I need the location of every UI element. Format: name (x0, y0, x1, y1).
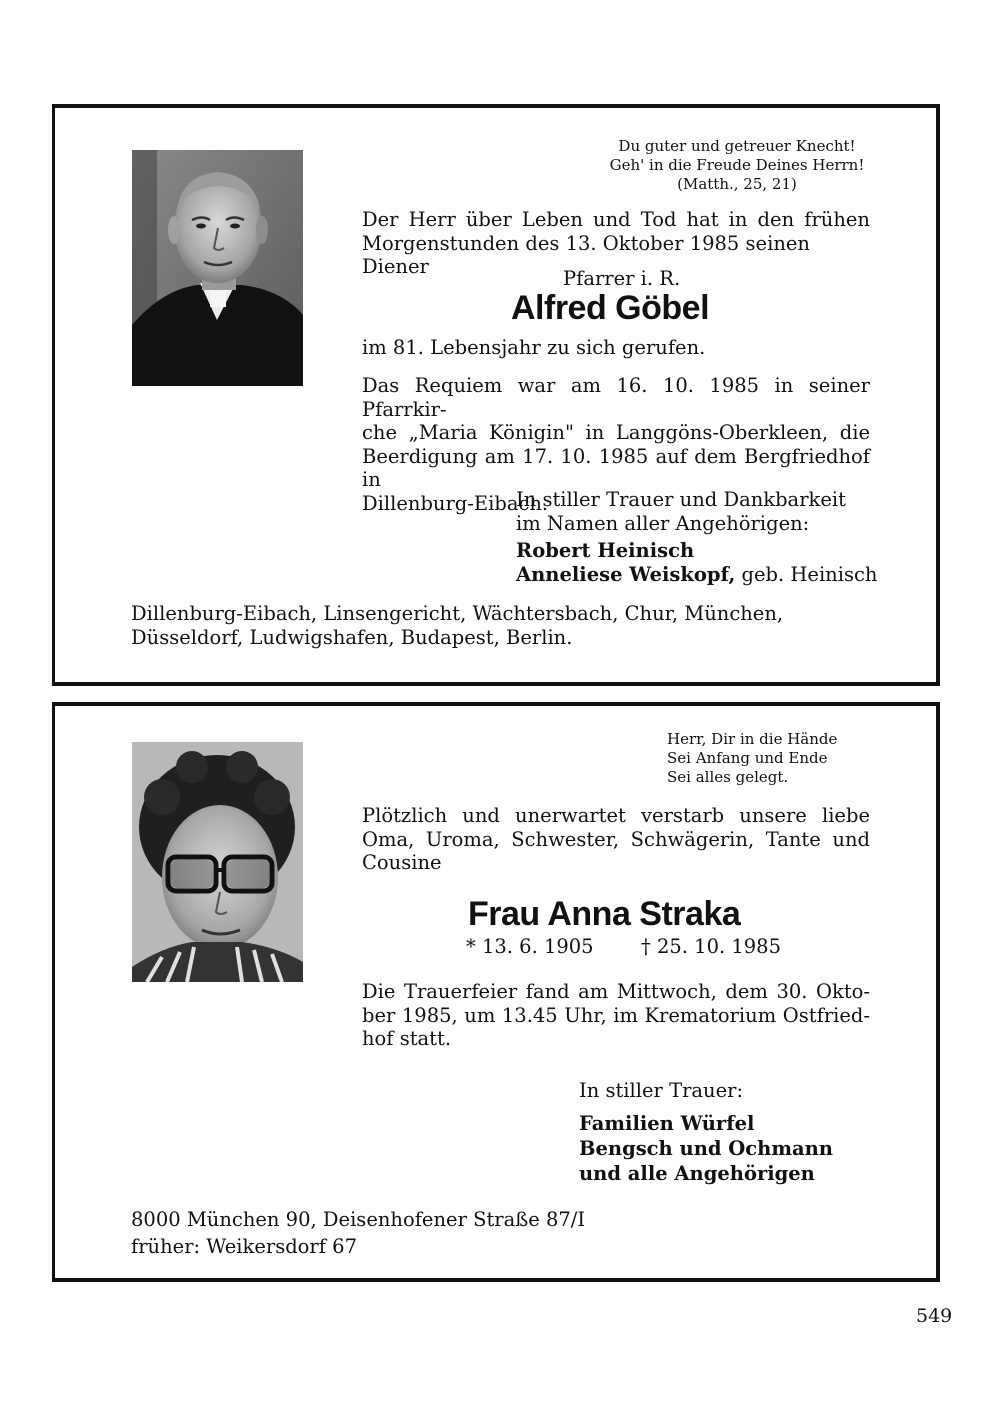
page-number: 549 (916, 1305, 953, 1327)
mourning-block (516, 488, 877, 586)
announcement-line: Cousine (362, 851, 442, 874)
deceased-title: Pfarrer i. R. (563, 267, 681, 290)
verse-line: Geh' in die Freude Deines Herrn! (609, 156, 865, 174)
mourning-line: im Namen aller Angehörigen: (516, 511, 810, 535)
signer-maiden-name: geb. Heinisch (735, 562, 878, 586)
mourning-line: In stiller Trauer und Dankbarkeit (516, 488, 846, 511)
requiem-line: Das Requiem war am 16. 10. 1985 in seiner Pfarrkir- (362, 374, 870, 421)
address-block (131, 1206, 585, 1260)
verse-line: Sei alles gelegt. (667, 768, 789, 786)
announcement-line: Der Herr über Leben und Tod hat in den frühen (362, 208, 870, 231)
mourning-line: In stiller Trauer: (579, 1079, 744, 1102)
places-list (131, 602, 783, 649)
verse-line: Herr, Dir in die Hände (667, 730, 838, 748)
address-line: 8000 München 90, Deisenhofener Straße 87/I (131, 1208, 586, 1231)
deceased-name: Frau Anna Straka (468, 895, 741, 933)
bible-verse (607, 137, 867, 194)
signer-line: Bengsch und Ochmann (579, 1137, 833, 1160)
requiem-line: Beerdigung am 17. 10. 1985 auf dem Bergfriedhof in (362, 444, 870, 491)
verse-line: (Matth., 25, 21) (677, 175, 797, 193)
obituary-notice-straka (52, 702, 940, 1282)
verse-line: Du guter und getreuer Knecht! (618, 137, 856, 155)
announcement-line: Morgenstunden des 13. Oktober 1985 seinen Diener (362, 231, 810, 278)
places-line: Düsseldorf, Ludwigshafen, Budapest, Berlin. (131, 625, 573, 649)
portrait-photo-woman (132, 742, 303, 982)
death-date: † 25. 10. 1985 (641, 935, 781, 958)
signer-name: Robert Heinisch (516, 539, 695, 562)
obituary-notice-goebel (52, 104, 940, 686)
places-line: Dillenburg-Eibach, Linsengericht, Wächtersbach, Chur, München, (131, 602, 784, 625)
portrait-woman-image (132, 742, 303, 982)
verse-line: Sei Anfang und Ende (667, 749, 828, 767)
deceased-name: Alfred Göbel (511, 289, 710, 327)
ceremony-line: ber 1985, um 13.45 Uhr, im Krematorium Ostfried- (362, 1003, 870, 1027)
announcement-line: Oma, Uroma, Schwester, Schwägerin, Tante und (362, 827, 870, 851)
signer-name: Anneliese Weiskopf, (516, 562, 736, 586)
ceremony-line: Die Trauerfeier fand am Mittwoch, dem 30. Okto- (362, 980, 870, 1003)
age-line: im 81. Lebensjahr zu sich gerufen. (362, 336, 706, 359)
announcement-line: Plötzlich und unerwartet verstarb unsere liebe (362, 804, 870, 827)
signer-line: und alle Angehörigen (579, 1162, 815, 1185)
ceremony-info (362, 980, 870, 1051)
signers-block (579, 1111, 833, 1186)
prayer-verse (667, 730, 837, 787)
portrait-photo-priest (132, 150, 303, 386)
requiem-line: che „Maria Königin" in Langgöns-Oberkleen, die (362, 421, 870, 444)
ceremony-line: hof statt. (362, 1027, 452, 1050)
address-line: früher: Weikersdorf 67 (131, 1235, 357, 1258)
death-announcement (362, 804, 870, 875)
requiem-line: Dillenburg-Eibach. (362, 491, 549, 515)
signer-line (516, 563, 877, 587)
birth-date: * 13. 6. 1905 (466, 935, 594, 958)
signer-line: Familien Würfel (579, 1112, 755, 1135)
portrait-priest-image (132, 150, 303, 386)
